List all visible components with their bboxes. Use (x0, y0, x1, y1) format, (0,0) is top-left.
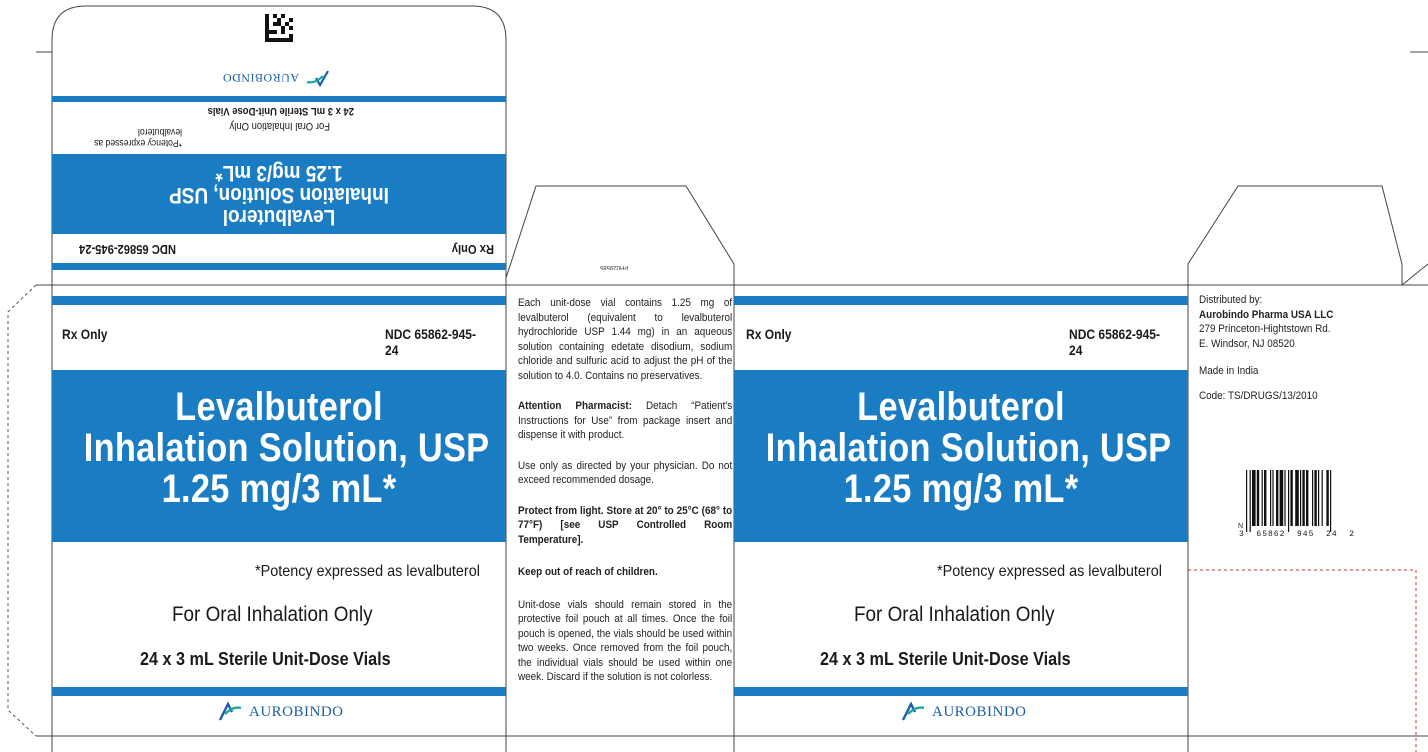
side-composition: Each unit-dose vial contains 1.25 mg of levalbuterol (equivalent to levalbuterol hydrochloride USP 1.44 mg) in an aqueous solution containing edetate disodium, sodium chloride and sulfuric acid to adjust the pH of the solution to 4.0. Contains no preservatives. (518, 297, 733, 382)
top-flap-logo (223, 68, 332, 88)
side-attention-text: Detach “Patient's Instructions for Use” from package insert and dispense it with product. (518, 400, 733, 441)
front-left-route: For Oral Inhalation Only (172, 603, 373, 626)
made-in: Made in India (1199, 365, 1259, 377)
front-right-title-line1: Levalbuterol (857, 385, 1065, 429)
barcode-stripe (1330, 470, 1331, 532)
front-right-top-bar (734, 296, 1188, 305)
front-left-potency: *Potency expressed as levalbuterol (255, 563, 480, 580)
top-flap-bar-2 (52, 96, 506, 102)
barcode-stripe (1257, 470, 1259, 526)
front-left-top-bar (52, 296, 506, 305)
barcode-stripe (1288, 470, 1289, 532)
barcode-stripe (1318, 470, 1319, 526)
barcode-stripe (1276, 470, 1278, 526)
front-right-count: 24 x 3 mL Sterile Unit-Dose Vials (820, 649, 1071, 669)
barcode-digits: 3 65862 945 24 2 (1239, 530, 1356, 539)
top-flap-bar-1 (52, 263, 506, 270)
barcode-stripe (1290, 470, 1292, 526)
aurobindo-swoosh-icon (217, 701, 243, 723)
front-left-title-line2: Inhalation Solution, USP (83, 426, 490, 470)
front-panel-right (734, 285, 1188, 736)
distributor-panel (1199, 293, 1415, 403)
barcode-stripe (1270, 470, 1271, 526)
front-right-route: For Oral Inhalation Only (854, 603, 1055, 626)
top-flap-ndc: NDC 65862-945-24 (79, 242, 176, 257)
side-attention (518, 399, 732, 443)
front-left-logo-text: AUROBINDO (249, 703, 344, 720)
barcode-stripe (1250, 470, 1251, 532)
distributor-address1: 279 Princeton-Hightstown Rd. (1199, 323, 1331, 335)
upc-barcode (1238, 470, 1356, 542)
front-right-potency: *Potency expressed as levalbuterol (937, 563, 1162, 580)
barcode-stripe (1246, 470, 1247, 532)
front-left-title-line1: Levalbuterol (175, 385, 383, 429)
distributor-name: Aurobindo Pharma USA LLC (1199, 308, 1334, 321)
side-attention-label: Attention Pharmacist: (518, 400, 633, 412)
front-right-ndc: NDC 65862-945-24 (1069, 326, 1161, 358)
front-left-title-line3: 1.25 mg/3 mL* (161, 467, 397, 511)
barcode-stripe (1272, 470, 1273, 526)
top-flap-title-line2: Inhalation Solution, USP (169, 183, 389, 208)
barcode-stripe (1264, 470, 1266, 526)
side-children: Keep out of reach of children. (518, 566, 658, 578)
side-panel-code: PH029585 (600, 264, 629, 270)
barcode-stripe (1284, 470, 1285, 526)
aurobindo-swoosh-icon (900, 701, 926, 723)
datamatrix-code (265, 14, 293, 42)
front-right-logo-text: AUROBINDO (932, 703, 1027, 720)
front-left-logo (217, 701, 344, 723)
barcode-stripe (1295, 470, 1299, 526)
front-left-bottom-bar (52, 687, 506, 696)
barcode-stripe (1262, 470, 1263, 526)
barcode-stripe (1252, 470, 1256, 526)
top-flap-logo-text: AUROBINDO (222, 71, 299, 86)
barcode-stripe (1312, 470, 1313, 526)
top-flap-panel (52, 60, 506, 270)
barcode-stripe (1302, 470, 1304, 526)
front-panel-left (52, 285, 506, 736)
front-right-title-block (734, 370, 1188, 542)
side-panel-text (518, 296, 732, 685)
top-flap-count: 24 x 3 mL Sterile Unit-Dose Vials (207, 105, 354, 117)
top-flap-potency: *Potency expressed as levalbuterol (94, 126, 182, 148)
front-left-title-block (52, 370, 506, 542)
barcode-left-char: N (1238, 523, 1244, 530)
front-left-rx-only: Rx Only (62, 326, 108, 342)
front-right-title-line3: 1.25 mg/3 mL* (843, 467, 1079, 511)
side-use-only: Use only as directed by your physician. Do not exceed recommended dosage. (518, 459, 733, 486)
distributor-label: Distributed by: (1199, 294, 1263, 306)
front-right-title-line2: Inhalation Solution, USP (765, 426, 1172, 470)
side-storage: Protect from light. Store at 20° to 25°C (68° to 77°F) [see USP Controlled Room Temperature]. (518, 504, 733, 546)
top-flap-title-line3: 1.25 mg/3 mL* (215, 161, 343, 186)
top-flap-title-line1: Levalbuterol (222, 205, 336, 230)
barcode-stripe (1322, 470, 1323, 526)
front-left-count: 24 x 3 mL Sterile Unit-Dose Vials (140, 649, 391, 669)
barcode-stripe (1280, 470, 1284, 526)
front-right-bottom-bar (734, 687, 1188, 696)
datamatrix-icon (265, 14, 293, 42)
barcode-stripe (1314, 470, 1316, 526)
top-flap-route: For Oral Inhalation Only (229, 120, 330, 132)
top-flap-rx-only: Rx Only (451, 242, 494, 257)
barcode-stripe (1306, 470, 1308, 526)
distributor-address2: E. Windsor, NJ 08520 (1199, 337, 1295, 350)
side-foil: Unit-dose vials should remain stored in the protective foil pouch at all times. Once the foil pouch is opened, the vials should be used within two weeks. Once removed from the foil pouch, the individual vials should be used within one week. Discard if the solution is not colorless. (518, 598, 733, 683)
front-left-ndc: NDC 65862-945-24 (385, 326, 477, 358)
front-right-rx-only: Rx Only (746, 326, 792, 342)
license-code: Code: TS/DRUGS/13/2010 (1199, 389, 1318, 402)
barcode-stripe (1326, 470, 1328, 526)
aurobindo-swoosh-icon (305, 68, 331, 88)
top-flap-title-block (52, 154, 506, 234)
barcode-stripe (1300, 470, 1301, 526)
front-right-logo (900, 701, 1027, 723)
barcode-icon (1238, 470, 1356, 532)
